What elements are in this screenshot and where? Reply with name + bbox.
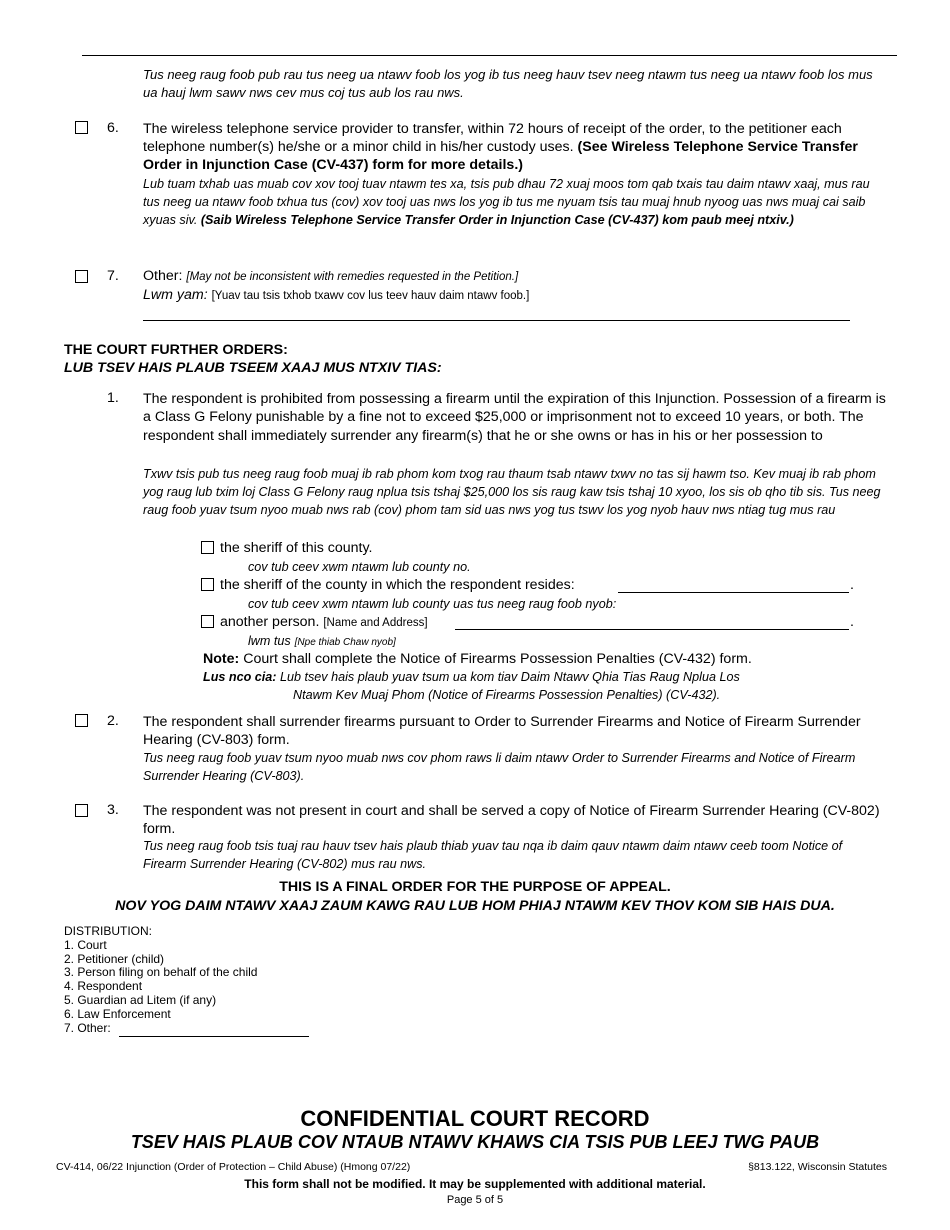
distribution-item: 6. Law Enforcement [64,1006,171,1021]
order1-number: 1. [107,390,119,406]
distribution-other-input-line[interactable] [119,1036,309,1037]
order1-option-c-input-line[interactable] [455,629,849,630]
order1-option-c-hm-note: [Npe thiab Chaw nyob] [294,637,396,648]
order1-option-a-label: the sheriff of this county. [220,540,373,556]
order1-option-c-hmong [248,632,396,650]
item6-en: The wireless telephone service provider to transfer, within 72 hours of receipt of the order, to the petitioner each telephone number(s) he/she or a minor child in his/her custody uses. [143,121,842,155]
order1-note-text: Court shall complete the Notice of Firearms Possession Penalties (CV-432) form. [243,651,752,667]
item7-checkbox[interactable] [75,270,88,283]
distribution-item: 1. Court [64,937,107,952]
order2-number: 2. [107,713,119,729]
order1-hmong: Txwv tsis pub tus neeg raug foob muaj ib rab phom kom txog rau thaum tsab ntawv txwv no tas sij hawm tso. Kev muaj ib rab phom yog raug lub txim loj Class G Felony raug nplua tsis tshaj $25,000 los sis raug kaw tsis tshaj 10 xyoo, los sis ob qho tib sis. Tus neeg raug foob yuav tsum nyoo muab nws rab (cov) phom tam sid uas nws yog tus tswv los yog nyob hauv nws ntiag tug mus rau [143,467,881,517]
order3-hmong: Tus neeg raug foob tsis tuaj rau hauv tsev hais plaub thiab yuav tau nqa ib daim qauv ntawm daim ntawv ceeb toom Notice of Firearm Surrender Hearing (CV-802) mus rau nws. [143,839,843,871]
final-order-heading-hmong: NOV YOG DAIM NTAWV XAAJ ZAUM KAWG RAU LUB HOM PHIAJ NTAWM KEV THOV KOM SIB HAIS DUA. [115,898,835,914]
further-orders-heading: THE COURT FURTHER ORDERS: [64,342,288,358]
distribution-list [64,925,257,1035]
order2-checkbox[interactable] [75,714,88,727]
item6-en-bold: (See Wireless Telephone Service Transfer Order in Injunction Case (CV-437) form for more details.) [143,139,858,173]
item6-text [143,120,888,229]
distribution-item: 4. Respondent [64,979,143,994]
confidential-title-hmong: TSEV HAIS PLAUB COV NTAUB NTAWV KHAWS CIA TSIS PUB LEEJ TWG PAUB [130,1132,820,1152]
top-rule [82,55,897,56]
page-number: Page 5 of 5 [446,1194,504,1206]
item7-other-line [143,268,518,284]
order1-option-another-person-checkbox[interactable] [201,615,214,628]
item6-hmong [143,175,888,229]
order1-note-label: Note: [203,651,240,667]
item7-input-line[interactable] [143,320,850,321]
order3-number: 3. [107,802,119,818]
item7-number: 7. [107,268,119,284]
modification-notice: This form shall not be modified. It may be supplemented with additional material. [244,1177,706,1191]
form-id: CV-414, 06/22 Injunction (Order of Protection – Child Abuse) (Hmong 07/22) [56,1161,411,1173]
order1-lus-text2: Ntawm Kev Muaj Phom (Notice of Firearms Possession Penalties) (CV-432). [293,688,721,702]
item6-hm: Lub tuam txhab uas muab cov xov tooj tuav ntawm tes xa, tsis pub dhau 72 xuaj moos tom qab txais tau daim ntawv xaaj, mus rau tus neeg ua ntawv foob txhua tus (cov) xov tooj uas nws los yog ib tus me nyuam tsis tau muaj hnub nyoog uas nws muaj cai saib xyuas siv. [143,177,870,227]
item6-hm-bold: (Saib Wireless Telephone Service Transfer Order in Injunction Case (CV-437) kom paub meej ntxiv.) [200,213,794,227]
order1-option-b-label: the sheriff of the county in which the respondent resides: [220,577,575,593]
order1-en: The respondent is prohibited from possessing a firearm until the expiration of this Injunction. Possession of a firearm is a Class G Felony punishable by a fine not to exceed $25,000 or imprisonment not to exceed 10 years, or both. The respondent shall immediately surrender any firearm(s) that he or she owns or has in his or her possession to [143,391,886,444]
top-hmong-text: Tus neeg raug foob pub rau tus neeg ua ntawv foob los yog ib tus neeg hauv tsev neeg ntawm tus neeg ua ntawv foob los mus ua hauj lwm sawv nws cev mus coj tus aub los rau nws. [143,67,873,100]
item7-en-label: Other: [143,268,183,284]
distribution-item-other: 7. Other: [64,1020,111,1035]
further-orders-heading-hmong: LUB TSEV HAIS PLAUB TSEEM XAAJ MUS NTXIV TIAS: [64,360,442,376]
order1-option-c-en: another person. [220,614,320,630]
order1-option-c-period: . [850,614,854,630]
order2-en: The respondent shall surrender firearms pursuant to Order to Surrender Firearms and Notice of Firearm Surrender Hearing (CV-803) form. [143,714,861,749]
item6-checkbox[interactable] [75,121,88,134]
order1-lus-nco-cia [203,668,740,686]
order1-lus-text1: Lub tsev hais plaub yuav tsum ua kom tiav Daim Ntawv Qhia Tias Raug Nplua Los [279,670,740,684]
item7-hm-note: [Yuav tau tsis txhob txawv cov lus teev hauv daim ntawv foob.] [211,290,530,302]
distribution-item: 2. Petitioner (child) [64,951,165,966]
confidential-title: CONFIDENTIAL COURT RECORD [300,1106,650,1131]
distribution-item: 3. Person filing on behalf of the child [64,965,258,980]
distribution-item: 5. Guardian ad Litem (if any) [64,992,217,1007]
order1-option-sheriff-this-county-checkbox[interactable] [201,541,214,554]
distribution-title: DISTRIBUTION: [64,924,153,938]
order1-option-c-label [220,614,428,630]
order1-option-c-hm: lwm tus [248,634,291,648]
statute: §813.122, Wisconsin Statutes [748,1161,887,1173]
order2-hmong: Tus neeg raug foob yuav tsum nyoo muab nws cov phom raws li daim ntawv Order to Surrender Firearms and Notice of Firearm Surrender Hearing (CV-803). [143,751,856,783]
order1-lus-label: Lus nco cia: [203,670,277,684]
item7-lwm-line [143,287,529,303]
order3-en: The respondent was not present in court and shall be served a copy of Notice of Firearm Surrender Hearing (CV-802) form. [143,803,880,838]
order1-option-c-note: [Name and Address] [323,617,428,629]
order1-option-b-period: . [850,577,854,593]
order1-option-sheriff-residence-checkbox[interactable] [201,578,214,591]
order1-option-b-hmong: cov tub ceev xwm ntawm lub county uas tus neeg raug foob nyob: [248,597,617,611]
item7-hm-label: Lwm yam: [143,287,208,303]
final-order-heading: THIS IS A FINAL ORDER FOR THE PURPOSE OF APPEAL. [279,879,671,895]
order3-checkbox[interactable] [75,804,88,817]
order1-option-a-hmong: cov tub ceev xwm ntawm lub county no. [248,560,471,574]
item7-en-note: [May not be inconsistent with remedies requested in the Petition.] [186,271,519,283]
order1-option-b-input-line[interactable] [618,592,849,593]
order1-note [203,651,752,667]
item6-number: 6. [107,120,119,136]
